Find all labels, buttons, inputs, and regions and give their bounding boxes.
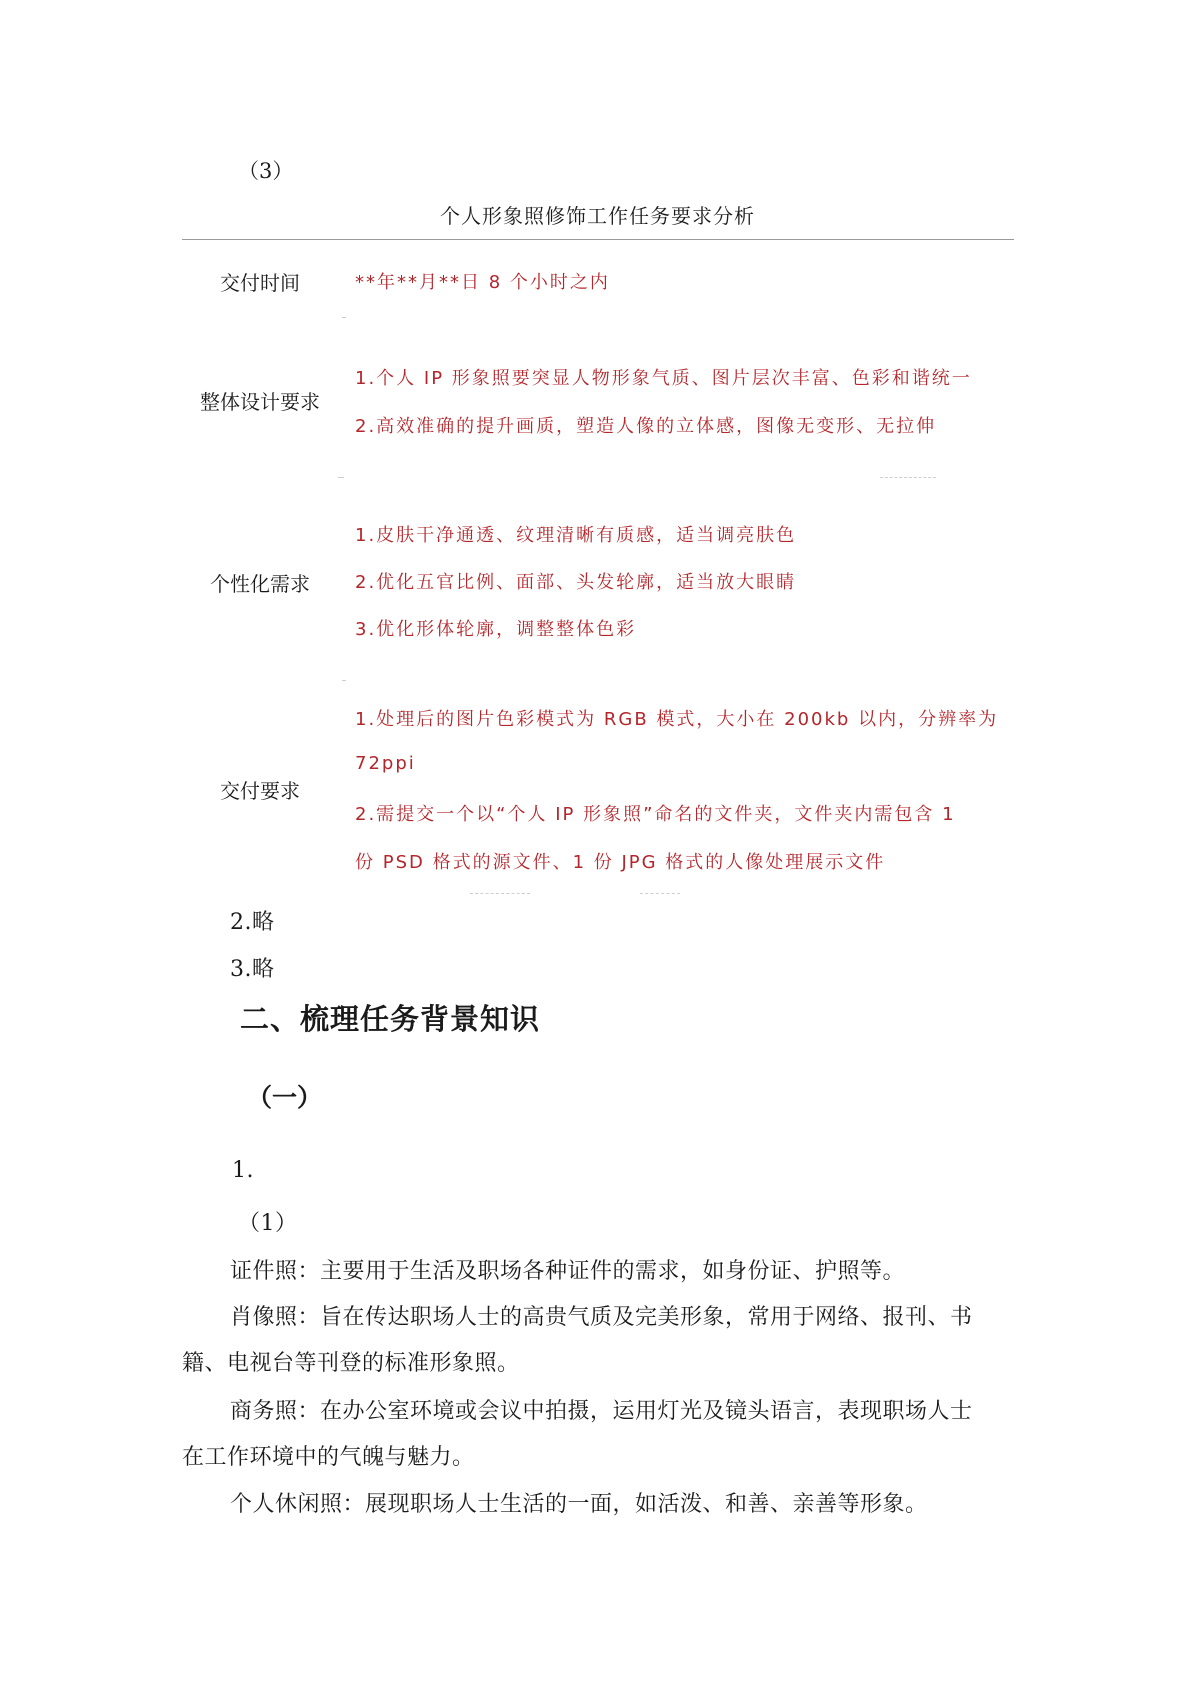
list-item-2: 2.略: [230, 910, 275, 935]
row-value-delivery-req-1: 1.处理后的图片色彩模式为 RGB 模式，大小在 200kb 以内，分辨率为: [355, 709, 999, 730]
cell-divider-mark: [470, 893, 530, 894]
row-value-overall-design-2: 2.高效准确的提升画质，塑造人像的立体感，图像无变形、无拉伸: [355, 416, 937, 437]
row-value-delivery-req-2: 72ppi: [355, 753, 416, 774]
row-label-personalized: 个性化需求: [210, 572, 310, 596]
cell-divider-mark: [342, 680, 346, 681]
paragraph-portrait-1: 肖像照：旨在传达职场人士的高贵气质及完美形象，常用于网络、报刊、书: [230, 1305, 973, 1330]
row-value-personalized-3: 3.优化形体轮廓，调整整体色彩: [355, 619, 637, 640]
row-label-delivery-time: 交付时间: [220, 271, 300, 295]
list-item-3: 3.略: [230, 957, 275, 982]
cell-divider-mark: [640, 893, 680, 894]
subsection-heading: （一）: [247, 1083, 323, 1112]
row-value-personalized-1: 1.皮肤干净通透、纹理清晰有质感，适当调亮肤色: [355, 525, 797, 546]
row-label-overall-design: 整体设计要求: [200, 390, 320, 414]
row-value-personalized-2: 2.优化五官比例、面部、头发轮廓，适当放大眼睛: [355, 572, 797, 593]
cell-divider-mark: [338, 477, 344, 478]
cell-divider-mark: [880, 477, 936, 478]
paragraph-id-photo: 证件照：主要用于生活及职场各种证件的需求，如身份证、护照等。: [230, 1259, 906, 1284]
paragraph-business-1: 商务照：在办公室环境或会议中拍摄，运用灯光及镜头语言，表现职场人士: [230, 1399, 973, 1424]
number-1-sub: （1）: [238, 1211, 298, 1236]
row-value-delivery-time: **年**月**日 8 个小时之内: [355, 272, 610, 293]
paragraph-casual: 个人休闲照：展现职场人士生活的一面，如活泼、和善、亲善等形象。: [230, 1492, 928, 1517]
paragraph-portrait-2: 籍、电视台等刊登的标准形象照。: [182, 1351, 520, 1376]
section-heading: 二、梳理任务背景知识: [240, 1002, 541, 1036]
row-value-delivery-req-3: 2.需提交一个以“个人 IP 形象照”命名的文件夹，文件夹内需包含 1: [355, 804, 956, 825]
paragraph-business-2: 在工作环境中的气魄与魅力。: [182, 1445, 475, 1470]
cell-divider-mark: [342, 317, 346, 318]
row-value-overall-design-1: 1.个人 IP 形象照要突显人物形象气质、图片层次丰富、色彩和谐统一: [355, 368, 972, 389]
table-top-rule: [182, 239, 1014, 240]
sub-section-number: （3）: [238, 159, 294, 183]
number-1: 1.: [232, 1158, 254, 1183]
row-label-delivery-req: 交付要求: [220, 779, 300, 803]
row-value-delivery-req-4: 份 PSD 格式的源文件、1 份 JPG 格式的人像处理展示文件: [355, 852, 886, 873]
table-title: 个人形象照修饰工作任务要求分析: [440, 204, 755, 228]
